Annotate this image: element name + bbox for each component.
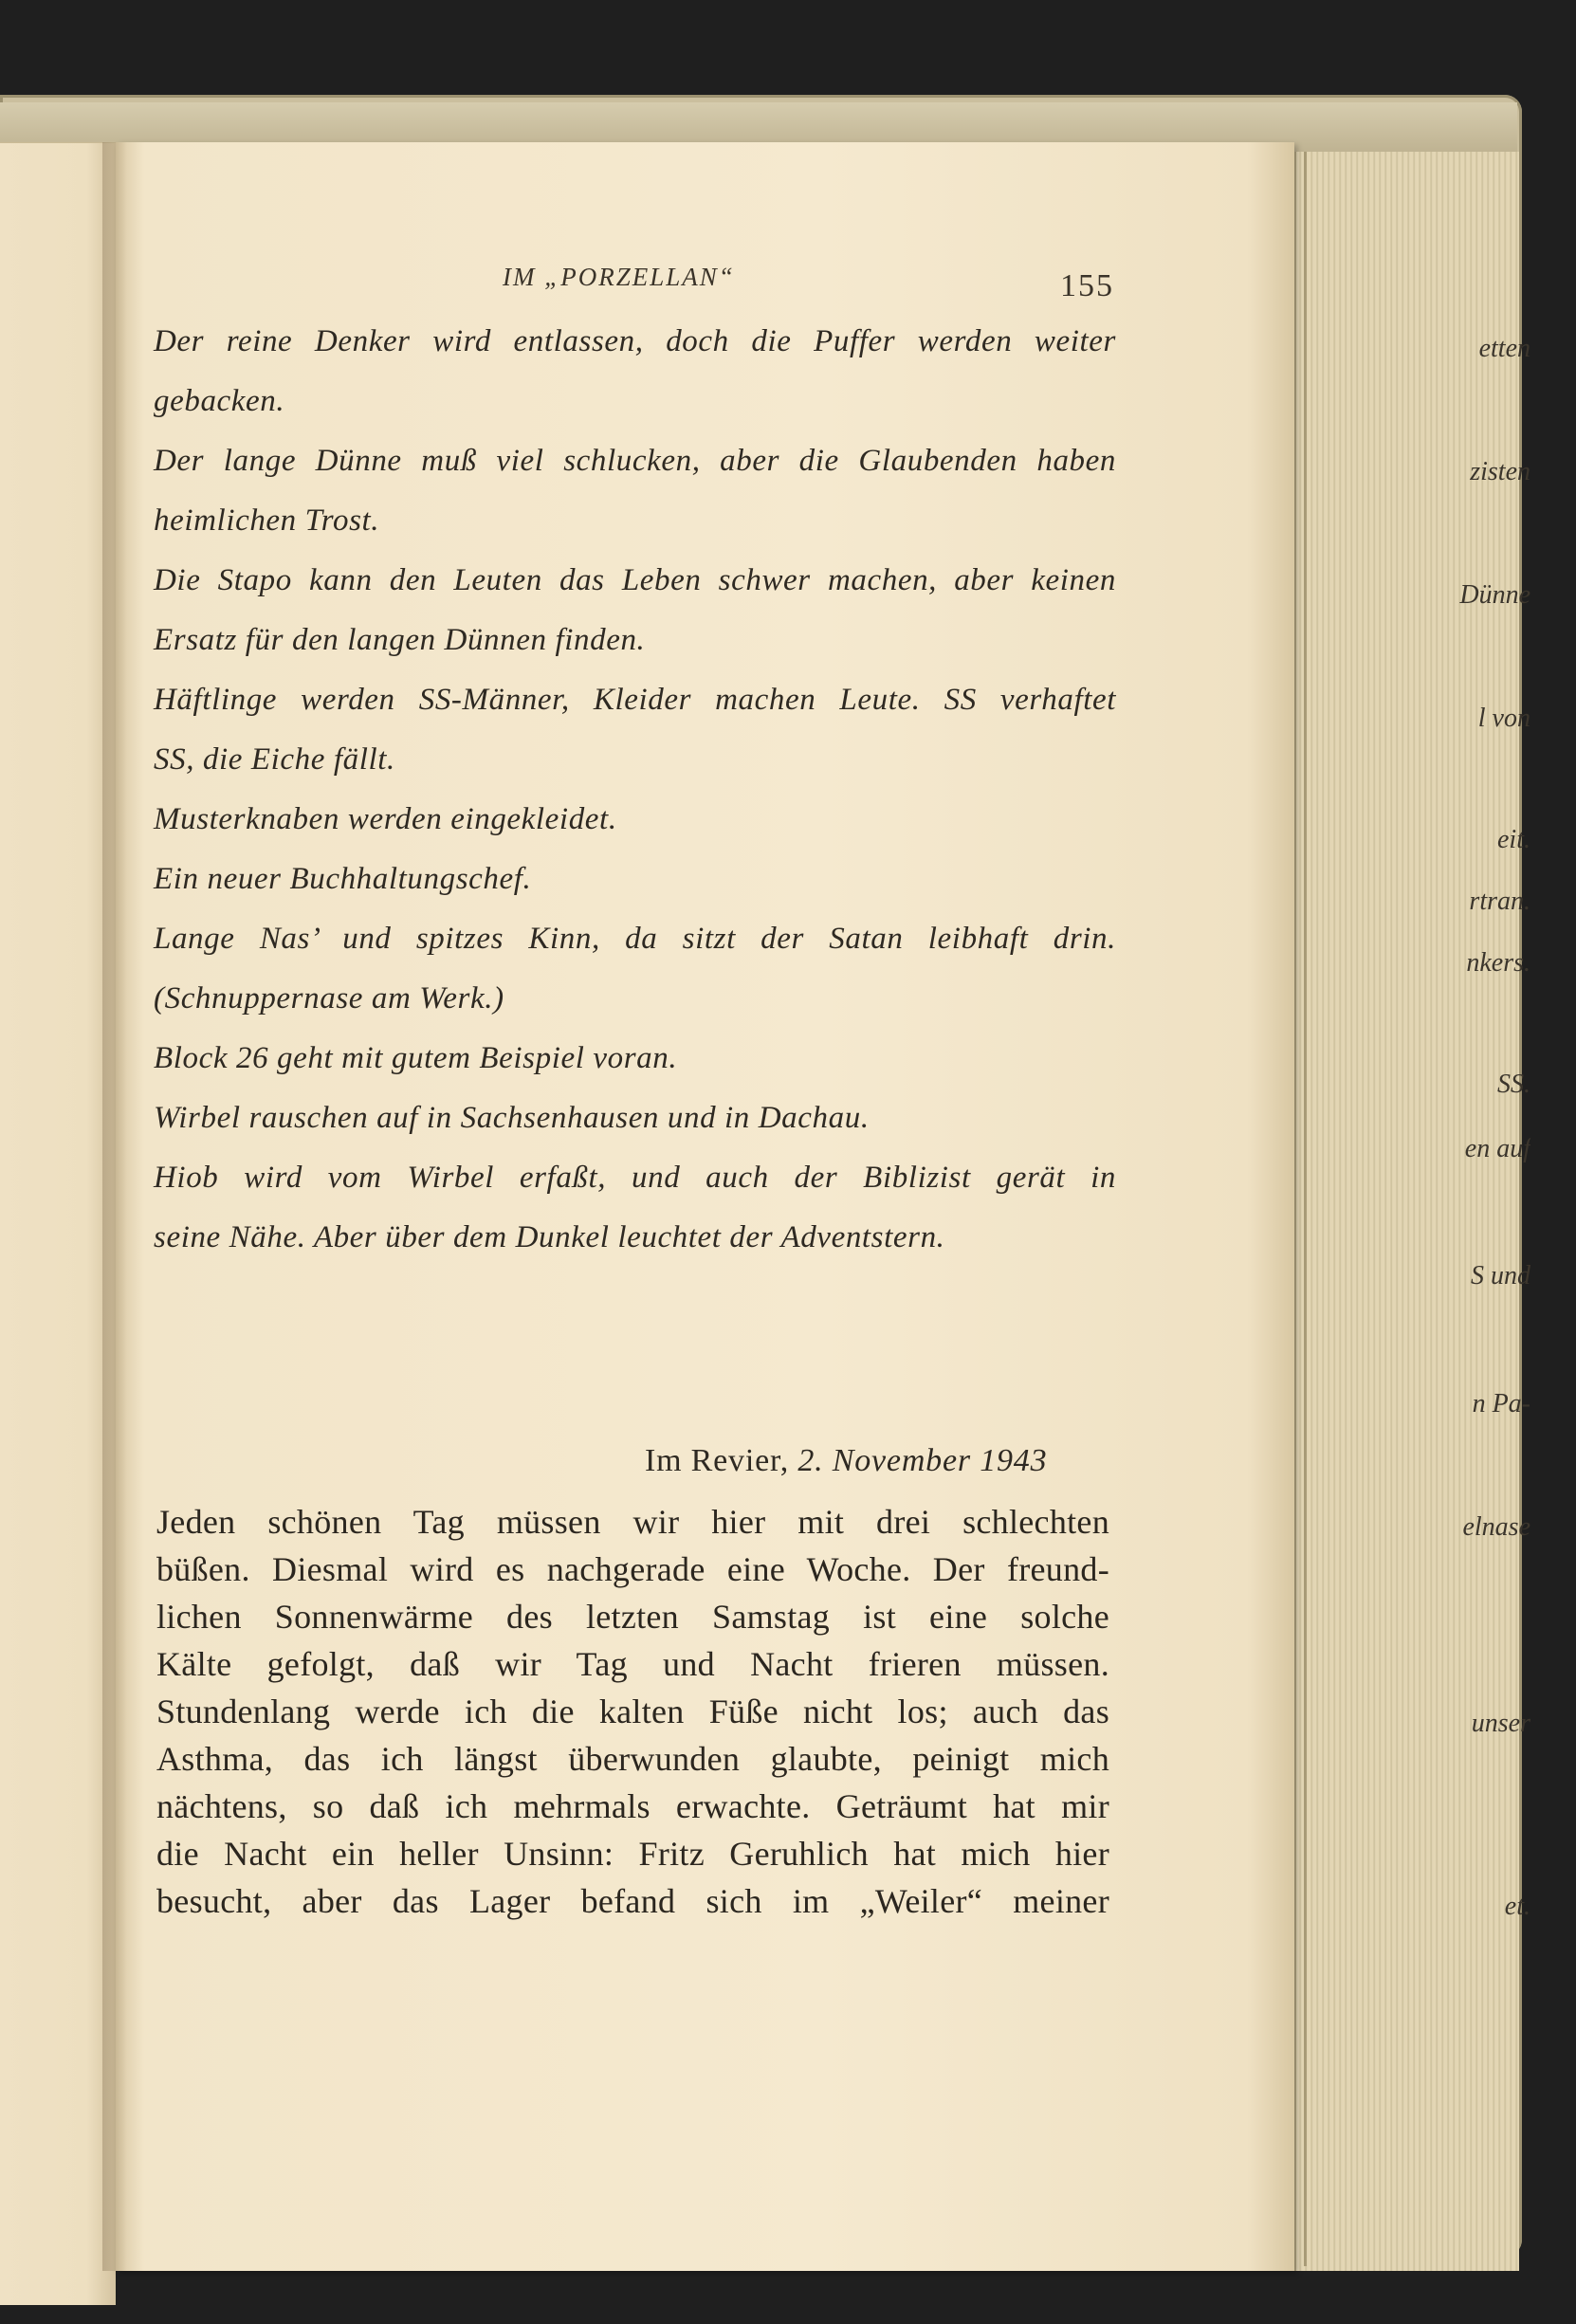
poem-line: Hiob wird vom Wirbel erfaßt, und auch der Biblizist gerät in bbox=[154, 1161, 1116, 1195]
prose-line: Jeden schönen Tag müssen wir hier mit drei schlechten bbox=[156, 1503, 1109, 1541]
spine-gutter bbox=[102, 142, 127, 2271]
poem-line: Die Stapo kann den Leuten das Leben schwer machen, aber keinen bbox=[154, 563, 1116, 597]
poem-line: Lange Nas’ und spitzes Kinn, da sitzt der Satan leibhaft drin. bbox=[154, 922, 1116, 956]
left-page-fragment: nkers. bbox=[1466, 948, 1530, 978]
poem-line: Wirbel rauschen auf in Sachsenhausen und in Dachau. bbox=[154, 1101, 870, 1135]
poem-line: Häftlinge werden SS-Männer, Kleider machen Leute. SS verhaftet bbox=[154, 683, 1116, 717]
dateline-place: Im Revier, bbox=[645, 1443, 790, 1478]
poem-line: SS, die Eiche fällt. bbox=[154, 742, 395, 777]
poem-line: Ein neuer Buchhaltungschef. bbox=[154, 862, 532, 896]
left-page-fragment: en auf bbox=[1464, 1134, 1530, 1163]
left-page-fragment: eit. bbox=[1497, 825, 1530, 854]
poem-line: (Schnuppernase am Werk.) bbox=[154, 981, 504, 1016]
left-page-fragment: rtran. bbox=[1469, 887, 1530, 916]
left-page-fragment: n Pa- bbox=[1472, 1389, 1530, 1418]
page-edge-line bbox=[1304, 152, 1307, 2266]
left-page-fragment: Dünne bbox=[1459, 580, 1530, 610]
prose-line: nächtens, so daß ich mehrmals erwachte. Geträumt hat mir bbox=[156, 1787, 1109, 1825]
left-page bbox=[0, 142, 116, 2305]
left-page-fragment: l von bbox=[1477, 704, 1530, 733]
poem-line: Block 26 geht mit gutem Beispiel voran. bbox=[154, 1041, 678, 1075]
poem-line: seine Nähe. Aber über dem Dunkel leuchtet der Adventstern. bbox=[154, 1220, 945, 1254]
prose-line: Kälte gefolgt, daß wir Tag und Nacht frieren müssen. bbox=[156, 1645, 1109, 1683]
left-page-fragment: et. bbox=[1504, 1892, 1530, 1921]
poem-line: Musterknaben werden eingekleidet. bbox=[154, 802, 617, 836]
left-page-fragment: S und bbox=[1471, 1261, 1530, 1290]
left-page-fragment: etten bbox=[1478, 334, 1530, 363]
entry-dateline bbox=[645, 1443, 1047, 1479]
prose-line: büßen. Diesmal wird es nachgerade eine Woche. Der freund- bbox=[156, 1550, 1109, 1588]
poem-line: gebacken. bbox=[154, 384, 285, 418]
prose-line: Asthma, das ich längst überwunden glaubte, peinigt mich bbox=[156, 1740, 1109, 1778]
prose-line: die Nacht ein heller Unsinn: Fritz Geruhlich hat mich hier bbox=[156, 1835, 1109, 1873]
left-page-fragment: SS. bbox=[1497, 1070, 1530, 1099]
poem-line: Der reine Denker wird entlassen, doch die Puffer werden weiter bbox=[154, 324, 1116, 358]
left-page-fragment: elnase bbox=[1462, 1512, 1530, 1542]
dateline-date: 2. November 1943 bbox=[797, 1443, 1048, 1478]
left-page-fragment: unser bbox=[1471, 1709, 1530, 1738]
left-page-fragment: zisten bbox=[1470, 457, 1530, 486]
prose-line: Stundenlang werde ich die kalten Füße nicht los; auch das bbox=[156, 1693, 1109, 1730]
poem-line: Ersatz für den langen Dünnen finden. bbox=[154, 623, 646, 657]
prose-line: lichen Sonnenwärme des letzten Samstag ist eine solche bbox=[156, 1598, 1109, 1636]
poem-line: heimlichen Trost. bbox=[154, 503, 380, 538]
running-head: IM „PORZELLAN“ bbox=[503, 263, 735, 291]
prose-line: besucht, aber das Lager befand sich im „Weiler“ meiner bbox=[156, 1882, 1109, 1920]
poem-line: Der lange Dünne muß viel schlucken, aber die Glaubenden haben bbox=[154, 444, 1116, 478]
page-number: 155 bbox=[1060, 268, 1114, 303]
